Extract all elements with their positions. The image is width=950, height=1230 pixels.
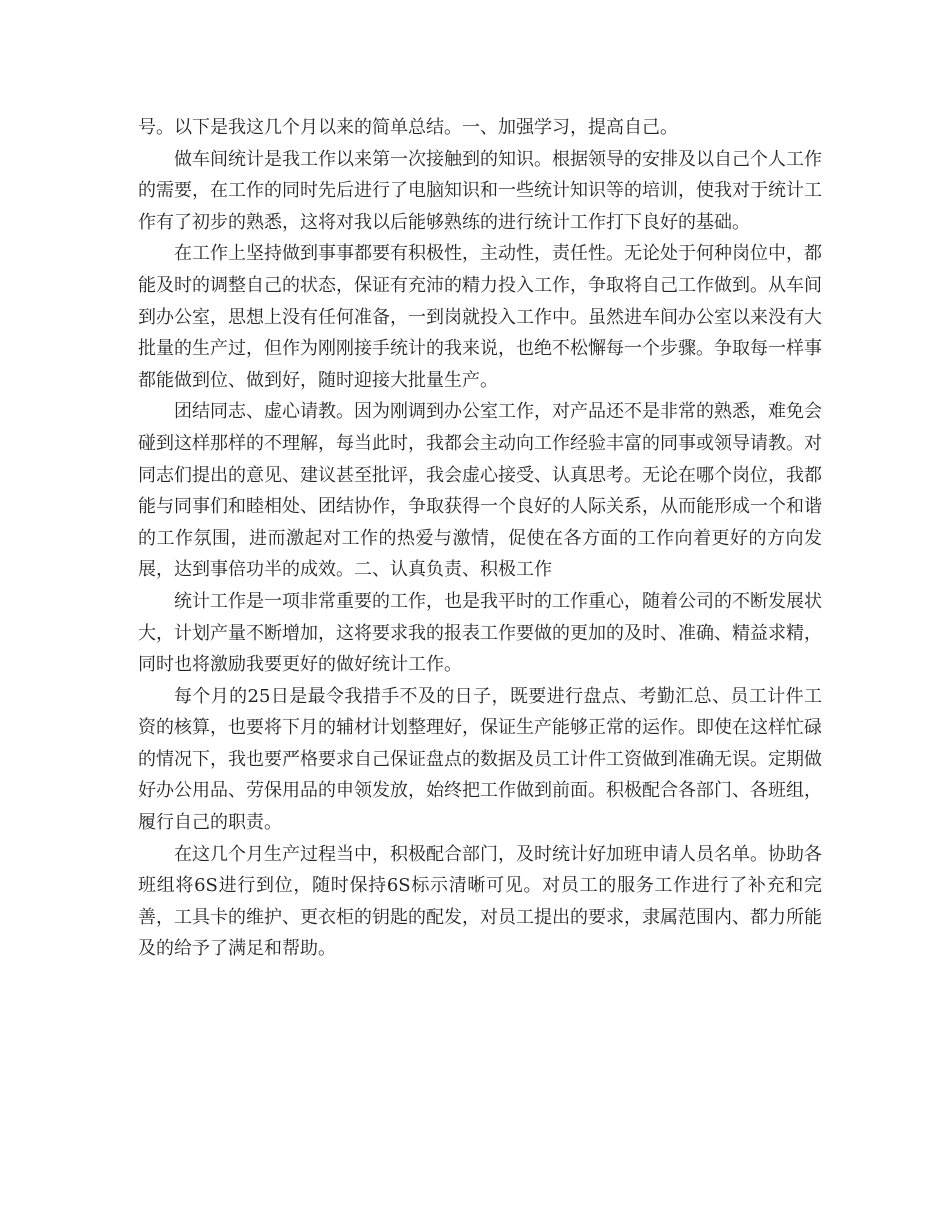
paragraph-1: 号。以下是我这几个月以来的简单总结。一、加强学习，提高自己。 <box>138 117 678 138</box>
paragraph-7: 在这几个月生产过程当中，积极配合部门，及时统计好加班申请人员名单。协助各班组将6S进行到位，随时保持6S标示清晰可见。对员工的服务工作进行了补充和完善，工具卡的维护、更衣柜的钥匙的配发，对员工提出的要求，隶属范围内、都力所能及的给予了满足和帮助。 <box>138 843 822 960</box>
document-body <box>138 112 822 965</box>
paragraph-3: 在工作上坚持做到事事都要有积极性，主动性，责任性。无论处于何种岗位中，都能及时的调整自己的状态，保证有充沛的精力投入工作，争取将自己工作做到。从车间到办公室，思想上没有任何准备，一到岗就投入工作中。虽然进车间办公室以来没有大批量的生产过，但作为刚刚接手统计的我来说，也绝不松懈每一个步骤。争取每一样事都能做到位、做到好，随时迎接大批量生产。 <box>138 243 822 391</box>
paragraph-6: 每个月的25日是最令我措手不及的日子，既要进行盘点、考勤汇总、员工计件工资的核算，也要将下月的辅材计划整理好，保证生产能够正常的运作。即使在这样忙碌的情况下，我也要严格要求自己保证盘点的数据及员工计件工资做到准确无误。定期做好办公用品、劳保用品的申领发放，始终把工作做到前面。积极配合各部门、各班组，履行自己的职责。 <box>138 685 822 834</box>
paragraph-2: 做车间统计是我工作以来第一次接触到的知识。根据领导的安排及以自己个人工作的需要，在工作的同时先后进行了电脑知识和一些统计知识等的培训，使我对于统计工作有了初步的熟悉，这将对我以后能够熟练的进行统计工作打下良好的基础。 <box>138 148 822 233</box>
paragraph-4: 团结同志、虚心请教。因为刚调到办公室工作，对产品还不是非常的熟悉，难免会碰到这样那样的不理解，每当此时，我都会主动向工作经验丰富的同事或领导请教。对同志们提出的意见、建议甚至批评，我会虚心接受、认真思考。无论在哪个岗位，我都能与同事们和睦相处、团结协作，争取获得一个良好的人际关系，从而能形成一个和谐的工作氛围，进而激起对工作的热爱与激情，促使在各方面的工作向着更好的方向发展，达到事倍功半的成效。二、认真负责、积极工作 <box>138 401 822 581</box>
paragraph-5: 统计工作是一项非常重要的工作，也是我平时的工作重心，随着公司的不断发展状大，计划产量不断增加，这将要求我的报表工作要做的更加的及时、准确、精益求精，同时也将激励我要更好的做好统计工作。 <box>138 590 822 676</box>
